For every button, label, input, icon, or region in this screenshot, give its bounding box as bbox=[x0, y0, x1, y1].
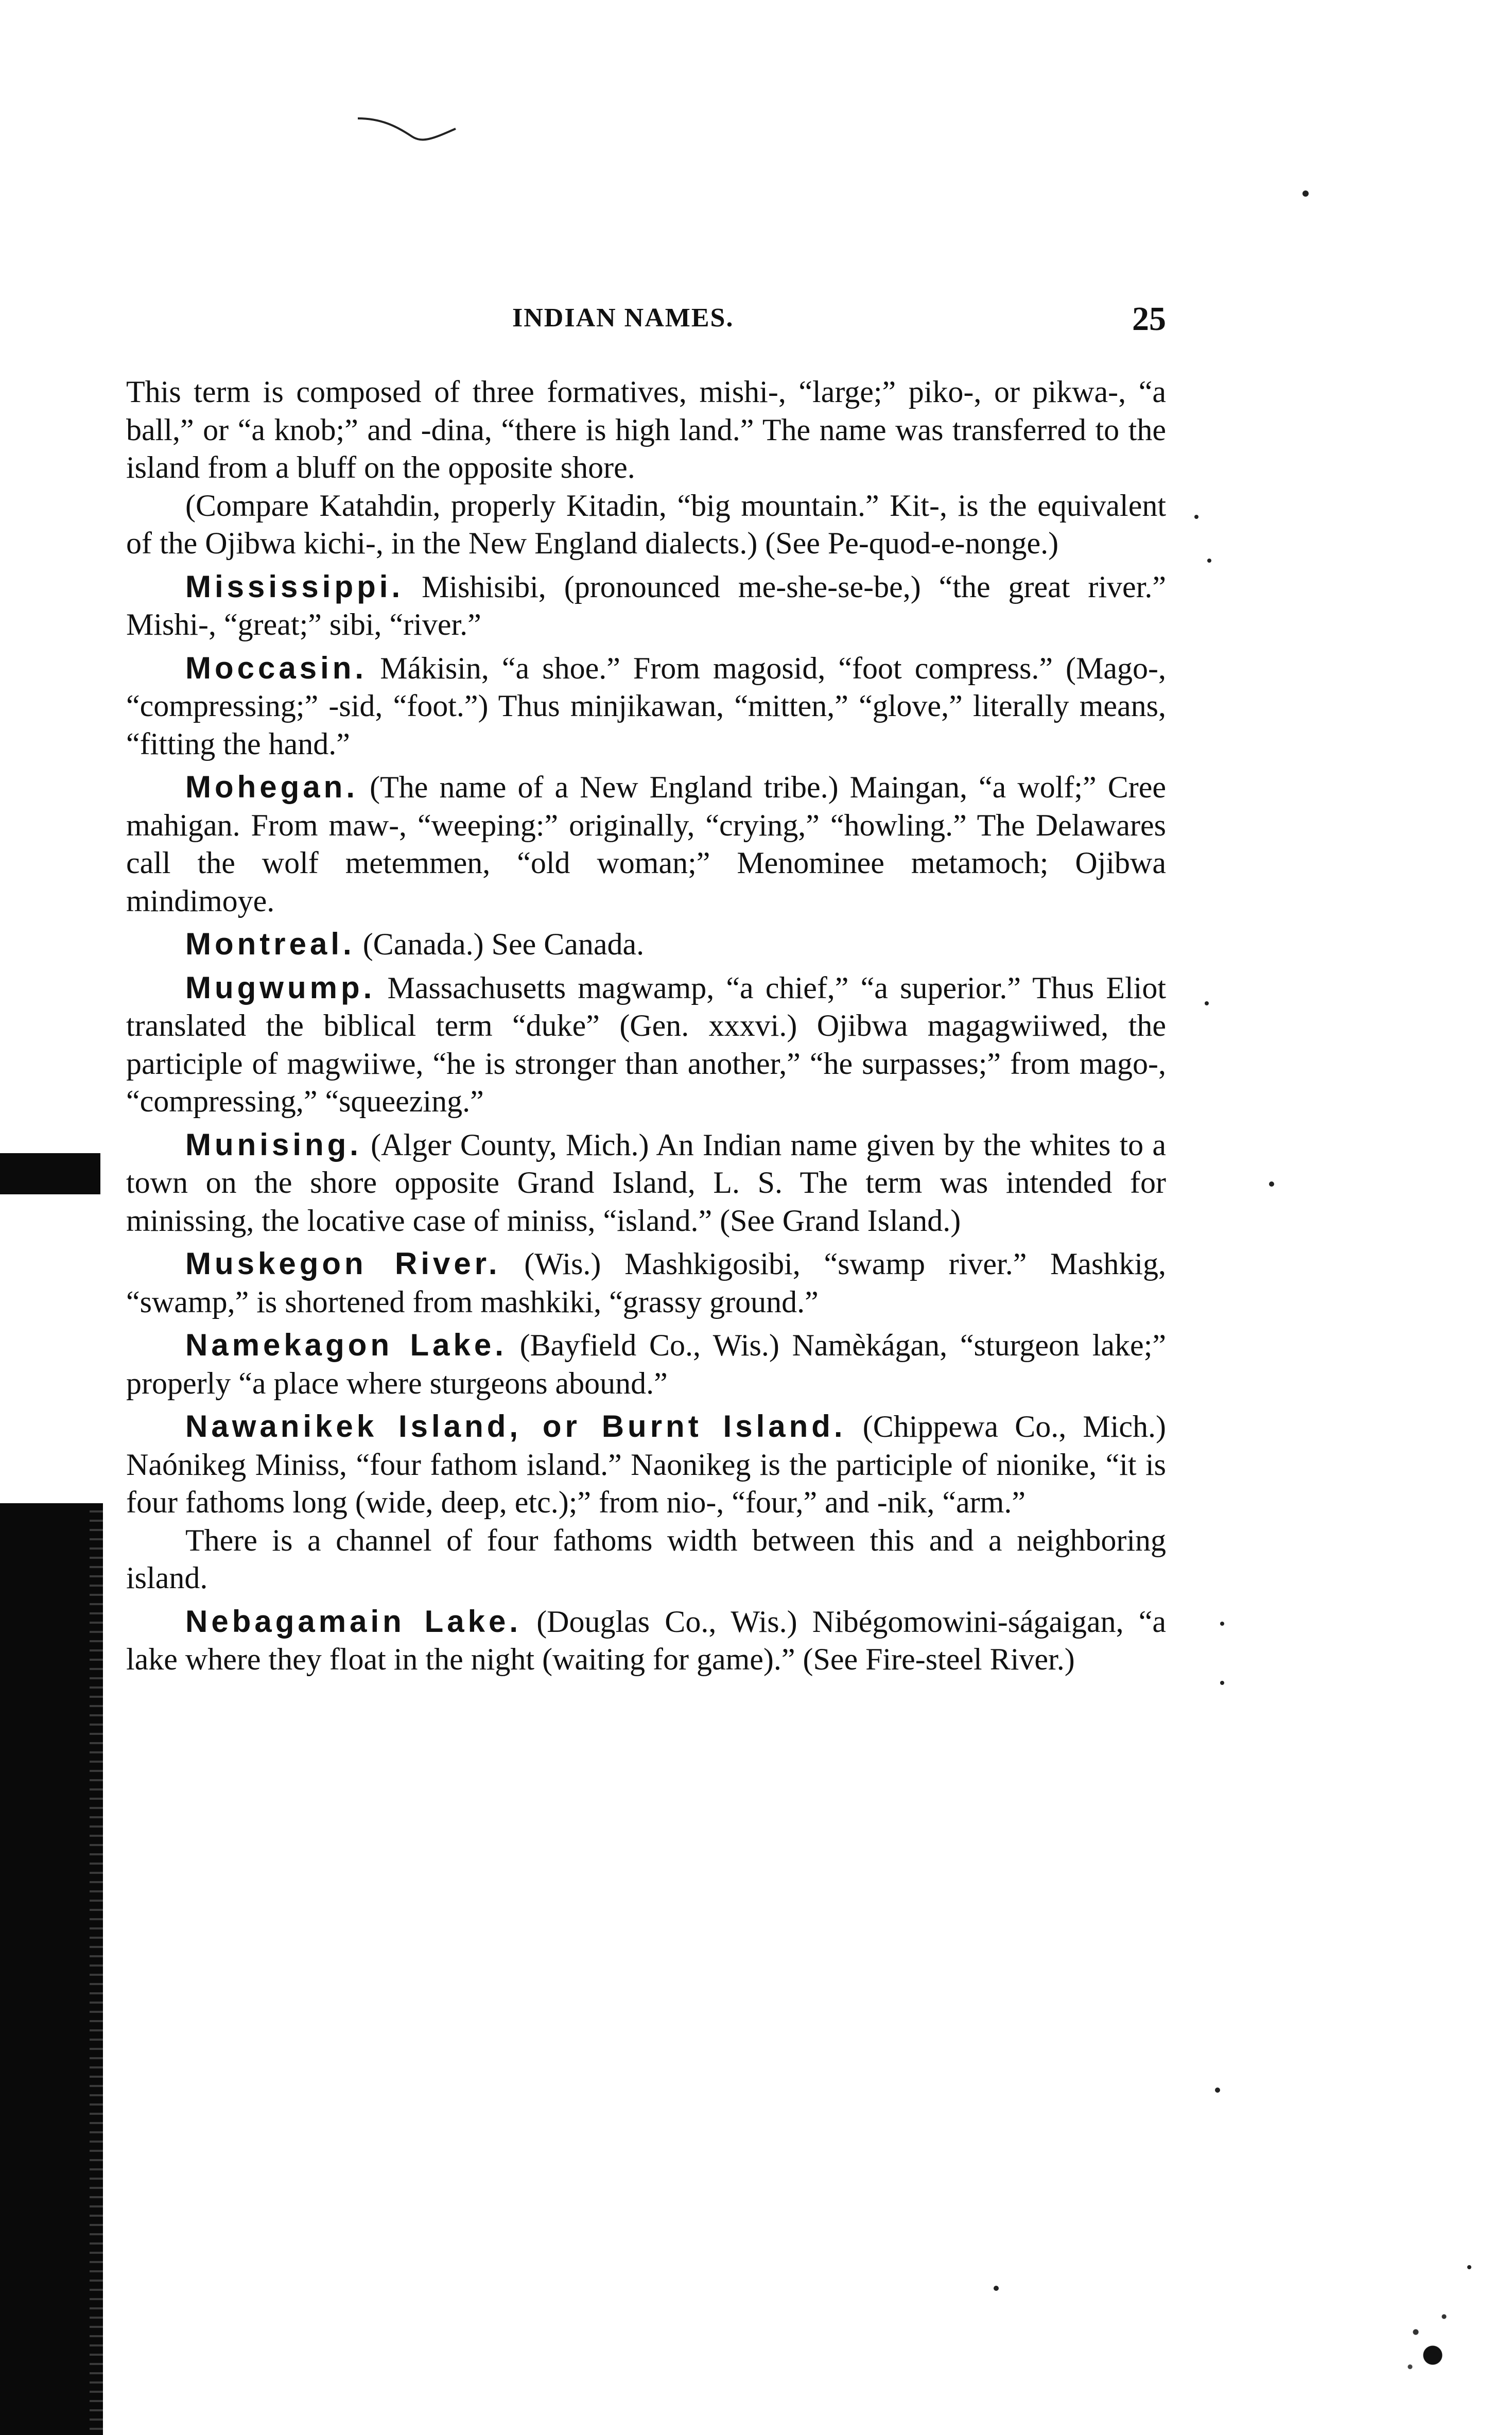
entry-headword: Munising. bbox=[185, 1127, 362, 1162]
entry-text: (Chippewa Co., Mich.) Naónikeg Miniss, “four fathom island.” Naonikeg is the participle of nionike, “it is four fathoms long (wide, deep, etc.);” from nio-, “four,” and -nik, “arm.” bbox=[126, 1410, 1166, 1519]
dictionary-entry bbox=[126, 925, 1166, 964]
scan-speck bbox=[1467, 2265, 1471, 2269]
entry-text: Mishisibi, (pronounced me-she-se-be,) “the great river.” Mishi-, “great;” sibi, “river.” bbox=[126, 569, 1166, 641]
scan-corner-noise bbox=[1399, 2301, 1455, 2378]
entry-text: (Wis.) Mashkigosibi, “swamp river.” Mashkig, “swamp,” is shortened from mashkiki, “grassy ground.” bbox=[126, 1247, 1167, 1319]
paragraph: There is a channel of four fathoms width between this and a neighboring island. bbox=[126, 1523, 1166, 1595]
entry-text: (Alger County, Mich.) An Indian name given by the whites to a town on the shore opposite Grand Island, L. S. The term was intended for minissing, the locative case of miniss, “island.” (See Grand Island.) bbox=[126, 1127, 1166, 1238]
dictionary-entry bbox=[126, 649, 1166, 763]
scan-speck bbox=[1194, 515, 1198, 519]
scan-edge-shadow bbox=[0, 1503, 103, 2435]
entry-headword: Nawanikek Island, or Burnt Island. bbox=[185, 1409, 846, 1443]
entry-headword: Mugwump. bbox=[185, 970, 376, 1005]
scan-speck bbox=[1205, 1001, 1209, 1005]
entry-headword: Namekagon Lake. bbox=[185, 1328, 507, 1362]
scan-speck bbox=[1215, 2088, 1220, 2093]
entry-text: Mákisin, “a shoe.” From magosid, “foot compress.” (Mago-, “compressing;” -sid, “foot.”) Thus minjikawan, “mitten,” “glove,” literally means, “fitting the hand.” bbox=[126, 651, 1166, 761]
scan-speck bbox=[1207, 559, 1211, 563]
entry-text: (Douglas Co., Wis.) Nibégomowini-ságaigan, “a lake where they float in the night (waiting for game).” (See Fire-steel River.) bbox=[126, 1604, 1167, 1676]
scan-speck bbox=[1220, 1681, 1224, 1685]
entry-text: (Canada.) See Canada. bbox=[362, 927, 645, 961]
paragraph: This term is composed of three formatives, mishi-, “large;” piko-, or pikwa-, “a ball,” or “a knob;” and -dina, “there is high land.” The name was transferred to the island from a bluff on the opposite shore. bbox=[126, 375, 1166, 484]
entry-text: Massachusetts magwamp, “a chief,” “a superior.” Thus Eliot translated the biblical term “duke” (Gen. xxxvi.) Ojibwa magagwiiwed, the participle of magwiiwe, “he is stronger than another,” “he surpasses;” from mago-, “compressing,” “squeezing.” bbox=[126, 970, 1166, 1118]
page-number: 25 bbox=[1132, 300, 1166, 338]
dictionary-entry bbox=[126, 568, 1166, 644]
scan-speck bbox=[1269, 1181, 1274, 1187]
entry-headword: Nebagamain Lake. bbox=[185, 1604, 522, 1639]
entry-headword: Moccasin. bbox=[185, 650, 368, 685]
scan-speck bbox=[1220, 1622, 1224, 1626]
paragraph: (Compare Katahdin, properly Kitadin, “big mountain.” Kit-, is the equivalent of the Ojibwa kichi-, in the New England dialects.) (See Pe-quod-e-nonge.) bbox=[126, 488, 1166, 560]
page-body bbox=[126, 373, 1166, 1679]
dictionary-entry bbox=[126, 1603, 1166, 1679]
entry-headword: Muskegon River. bbox=[185, 1246, 501, 1281]
running-head bbox=[126, 300, 1176, 344]
dictionary-entry bbox=[126, 768, 1166, 920]
scan-speck bbox=[994, 2286, 999, 2291]
entry-text: (Bayfield Co., Wis.) Namèkágan, “sturgeon lake;” properly “a place where sturgeons abound.” bbox=[126, 1328, 1166, 1400]
scan-edge-shadow bbox=[0, 1153, 100, 1194]
entry-text: (The name of a New England tribe.) Maingan, “a wolf;” Cree mahigan. From maw-, “weeping:” originally, “crying,” “howling.” The Delawares call the wolf metemmen, “old woman;” Menominee metamoch; Ojibwa mindimoye. bbox=[126, 770, 1166, 918]
entry-headword: Mohegan. bbox=[185, 770, 358, 804]
dictionary-entry bbox=[126, 1126, 1166, 1240]
pen-scratch-mark bbox=[355, 108, 458, 149]
scan-speck bbox=[1302, 190, 1309, 197]
dictionary-entry bbox=[126, 1245, 1166, 1321]
dictionary-entry bbox=[126, 1407, 1166, 1522]
entry-headword: Mississippi. bbox=[185, 569, 404, 604]
running-head-title: INDIAN NAMES. bbox=[512, 303, 734, 333]
entry-headword: Montreal. bbox=[185, 927, 355, 961]
dictionary-entry bbox=[126, 969, 1166, 1121]
dictionary-entry bbox=[126, 1326, 1166, 1402]
